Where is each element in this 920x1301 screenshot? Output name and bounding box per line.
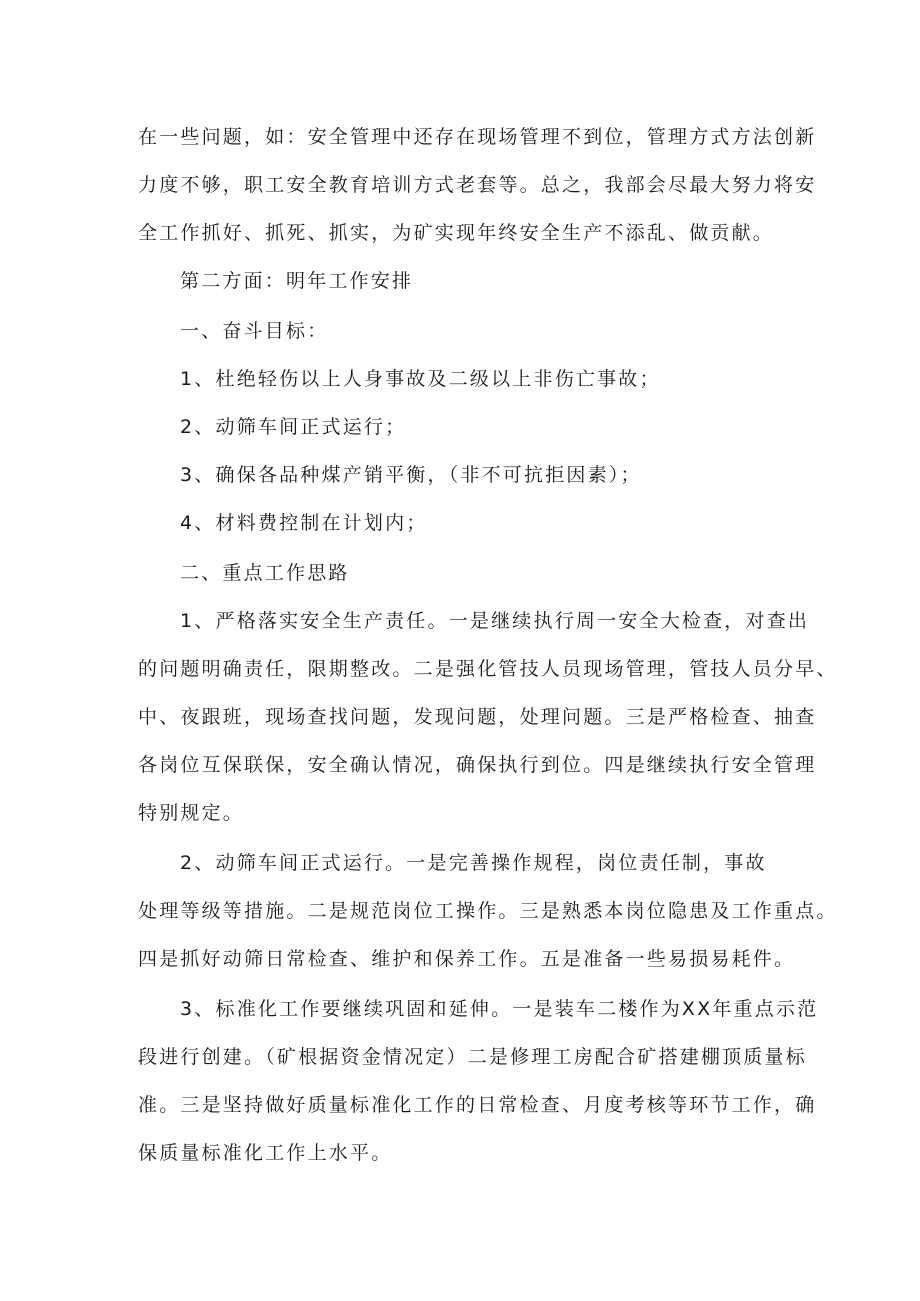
paragraph-line: 四是抓好动筛日常检查、维护和保养工作。五是准备一些易损易耗件。 [138,948,796,970]
paragraph-line: 处理等级等措施。二是规范岗位工操作。三是熟悉本岗位隐患及工作重点。 [138,900,838,922]
paragraph-line: 各岗位互保联保，安全确认情况，确保执行到位。四是继续执行安全管理 [138,754,817,776]
goal-item: 4、材料费控制在计划内； [180,512,428,534]
goal-item: 2、动筛车间正式运行； [180,416,407,438]
paragraph-line: 力度不够，职工安全教育培训方式老套等。总之，我部会尽最大努力将安 [138,174,817,196]
goal-item: 1、杜绝轻伤以上人身事故及二级以上非伤亡事故； [180,368,661,390]
paragraph-line: 准。三是坚持做好质量标准化工作的日常检查、月度考核等环节工作，确 [138,1094,817,1116]
paragraph-line: 中、夜跟班，现场查找问题，发现问题，处理问题。三是严格检查、抽查 [138,706,817,728]
subsection-heading: 一、奋斗目标： [180,320,329,342]
section-heading: 第二方面：明年工作安排 [180,270,414,292]
goal-item: 3、确保各品种煤产销平衡，（非不可抗拒因素）； [180,464,642,486]
paragraph-line: 1、严格落实安全生产责任。一是继续执行周一安全大检查，对查出 [180,610,810,632]
paragraph-line: 3、标准化工作要继续巩固和延伸。一是装车二楼作为XX年重点示范 [180,998,819,1020]
paragraph-line: 在一些问题，如：安全管理中还存在现场管理不到位，管理方式方法创新 [138,126,817,148]
paragraph-line: 全工作抓好、抓死、抓实，为矿实现年终安全生产不添乱、做贡献。 [138,222,775,244]
paragraph-line: 段进行创建。（矿根据资金情况定）二是修理工房配合矿搭建棚顶质量标 [138,1046,807,1068]
paragraph-line: 的问题明确责任，限期整改。二是强化管技人员现场管理，管技人员分早、 [138,658,838,680]
paragraph-line: 特别规定。 [138,802,245,824]
paragraph-line: 2、动筛车间正式运行。一是完善操作规程，岗位责任制，事故 [180,852,767,874]
paragraph-line: 保质量标准化工作上水平。 [138,1142,393,1164]
subsection-heading: 二、重点工作思路 [180,562,350,584]
